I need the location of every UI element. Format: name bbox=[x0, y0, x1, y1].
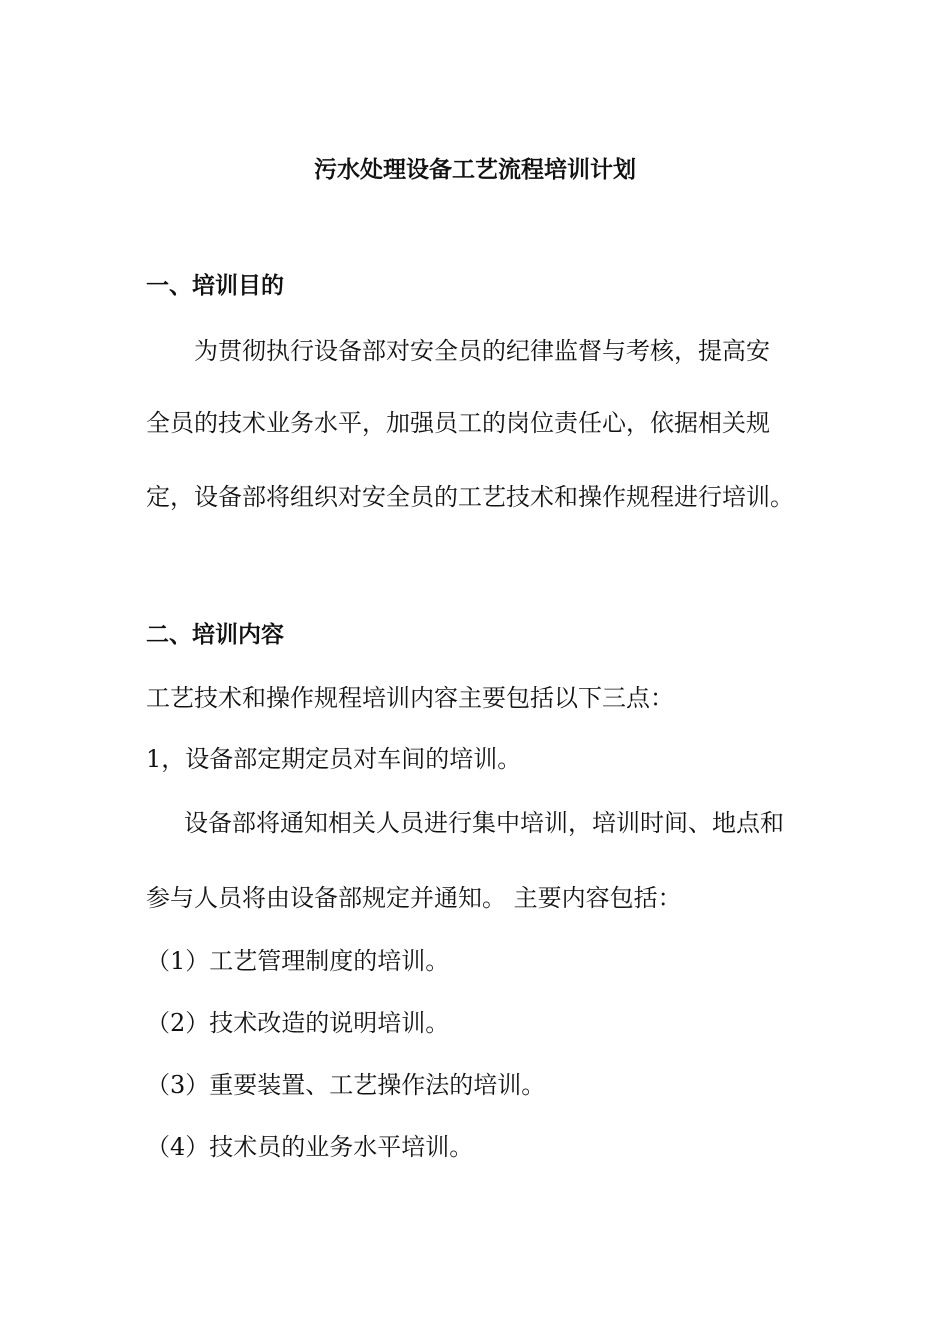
section-1-paragraph-line-3: 定，设备部将组织对安全员的工艺技术和操作规程进行培训。 bbox=[146, 483, 794, 511]
section-2-point-1: 1，设备部定期定员对车间的培训。 bbox=[146, 745, 522, 773]
section-2-paragraph-line-1: 设备部将通知相关人员进行集中培训，培训时间、地点和 bbox=[184, 809, 784, 837]
section-2-intro: 工艺技术和操作规程培训内容主要包括以下三点： bbox=[146, 684, 674, 712]
content-item-3: （3）重要装置、工艺操作法的培训。 bbox=[146, 1071, 546, 1099]
content-item-4: （4）技术员的业务水平培训。 bbox=[146, 1133, 474, 1161]
section-2-heading: 二、培训内容 bbox=[146, 621, 284, 648]
section-1-heading: 一、培训目的 bbox=[146, 272, 284, 299]
section-2-paragraph-line-2: 参与人员将由设备部规定并通知。 主要内容包括： bbox=[146, 884, 682, 912]
section-1-paragraph-line-2: 全员的技术业务水平，加强员工的岗位责任心，依据相关规 bbox=[146, 409, 770, 437]
content-item-1: （1）工艺管理制度的培训。 bbox=[146, 947, 450, 975]
document-title: 污水处理设备工艺流程培训计划 bbox=[314, 156, 636, 183]
content-item-2: （2）技术改造的说明培训。 bbox=[146, 1009, 450, 1037]
section-1-paragraph-line-1: 为贯彻执行设备部对安全员的纪律监督与考核，提高安 bbox=[194, 337, 770, 365]
